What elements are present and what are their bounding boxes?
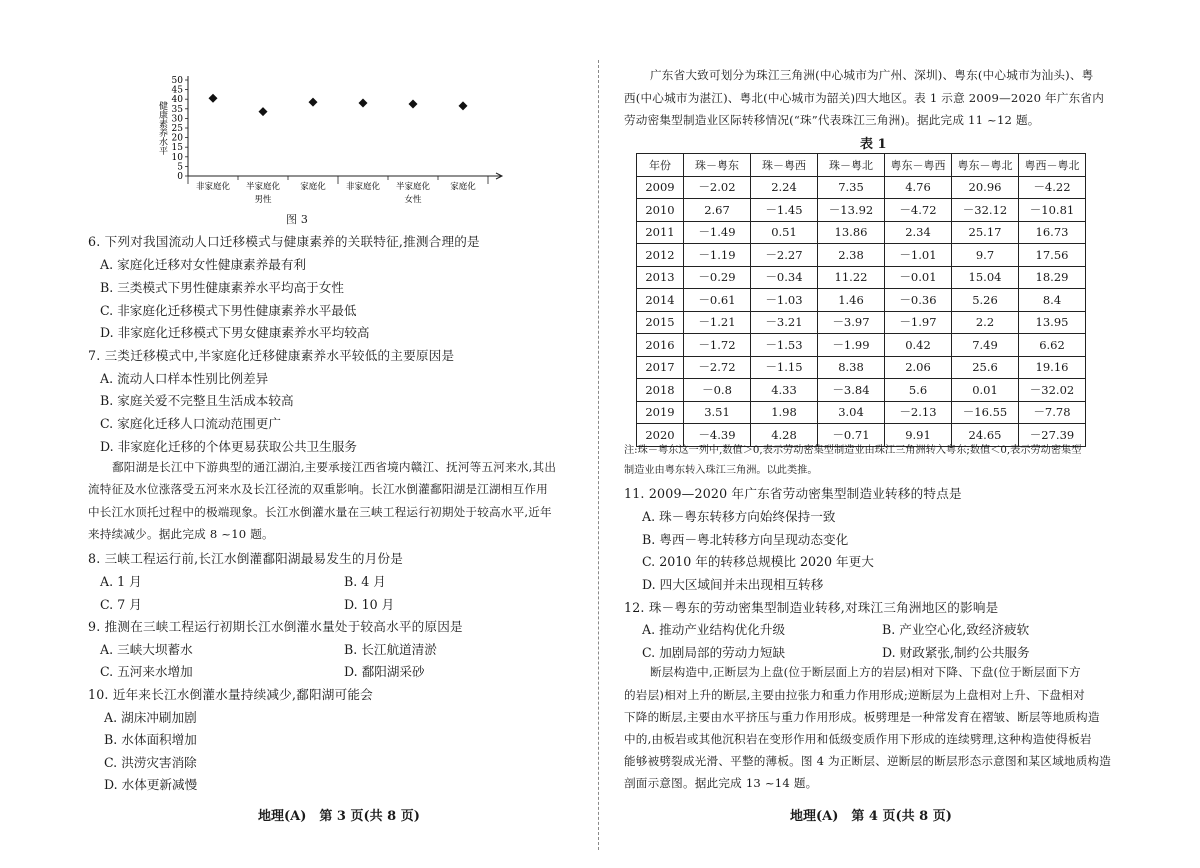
value-cell: 2.06 [885, 356, 952, 379]
value-cell: －1.97 [885, 311, 952, 334]
q8-option-a: A. 1 月 [100, 574, 142, 589]
year-cell: 2015 [637, 311, 684, 334]
intro-line: 广东省大致可划分为珠江三角洲(中心城市为广州、深圳)、粤东(中心城市为汕头)、粤 [650, 68, 1094, 82]
x-category-label: 非家庭化 [345, 182, 381, 192]
value-cell: －1.19 [684, 244, 751, 267]
x-group-label: 男性 [254, 195, 272, 205]
value-cell: 2.38 [818, 244, 885, 267]
table-row [637, 176, 1086, 199]
value-cell: 2.34 [885, 221, 952, 244]
value-cell: 3.04 [818, 401, 885, 424]
table-row [637, 221, 1086, 244]
q7-option-b: B. 家庭关爱不完整且生活成本较高 [100, 393, 294, 408]
y-axis-label: 健康素养水平 [157, 101, 167, 155]
q8-option-b: B. 4 月 [344, 574, 386, 589]
value-cell: －1.01 [885, 244, 952, 267]
passage-line: 中长江水顶托过程中的极端现象。长江水倒灌水量在三峡工程运行初期处于较高水平,近年 [88, 505, 552, 519]
year-cell: 2011 [637, 221, 684, 244]
value-cell: －0.01 [885, 266, 952, 289]
table-row [637, 334, 1086, 357]
table-header-cell: 粤东－粤西 [885, 154, 952, 177]
value-cell: －1.21 [684, 311, 751, 334]
table-row [637, 379, 1086, 402]
value-cell: 16.73 [1019, 221, 1086, 244]
value-cell: 6.62 [1019, 334, 1086, 357]
data-point [459, 101, 468, 110]
x-group-label: 女性 [404, 195, 422, 205]
q9-option-c: C. 五河来水增加 [100, 664, 193, 679]
table-1 [636, 153, 1086, 447]
value-cell: 8.38 [818, 356, 885, 379]
q8-stem: 8. 三峡工程运行前,长江水倒灌鄱阳湖最易发生的月份是 [88, 551, 404, 566]
value-cell: 4.33 [751, 379, 818, 402]
q12-option-c: C. 加剧局部的劳动力短缺 [642, 645, 786, 660]
year-cell: 2018 [637, 379, 684, 402]
value-cell: －3.21 [751, 311, 818, 334]
table-row [637, 401, 1086, 424]
figure-3-caption: 图 3 [286, 213, 309, 226]
q6-option-c: C. 非家庭化迁移模式下男性健康素养水平最低 [100, 303, 357, 318]
q9-option-b: B. 长江航道清淤 [344, 642, 437, 657]
value-cell: －4.39 [684, 424, 751, 447]
q6-option-b: B. 三类模式下男性健康素养水平均高于女性 [100, 280, 344, 295]
value-cell: 8.4 [1019, 289, 1086, 312]
x-category-label: 半家庭化 [245, 182, 281, 192]
value-cell: 19.16 [1019, 356, 1086, 379]
left-page [0, 0, 598, 868]
value-cell: 9.91 [885, 424, 952, 447]
value-cell: 11.22 [818, 266, 885, 289]
q10-option-b: B. 水体面积增加 [104, 732, 197, 747]
q12-option-a: A. 推动产业结构优化升级 [642, 622, 786, 637]
data-point [309, 98, 318, 107]
table-note: 制造业由粤东转入珠江三角洲。以此类推。 [624, 465, 818, 476]
value-cell: －0.29 [684, 266, 751, 289]
year-cell: 2010 [637, 199, 684, 222]
q7-option-a: A. 流动人口样本性别比例差异 [100, 371, 269, 386]
value-cell: 18.29 [1019, 266, 1086, 289]
value-cell: 1.98 [751, 401, 818, 424]
value-cell: －10.81 [1019, 199, 1086, 222]
data-point [359, 99, 368, 108]
data-point [259, 107, 268, 116]
year-cell: 2013 [637, 266, 684, 289]
passage2-line: 断层构造中,正断层为上盘(位于断层面上方的岩层)相对下降、下盘(位于断层面下方 [650, 665, 1081, 679]
x-category-label: 半家庭化 [395, 182, 431, 192]
q11-option-d: D. 四大区域间并未出现相互转移 [642, 577, 824, 592]
passage2-line: 剖面示意图。据此完成 13 ~14 题。 [624, 776, 818, 790]
passage2-line: 的岩层)相对上升的断层,主要由拉张力和重力作用形成;逆断层为上盘相对上升、下盘相对 [624, 688, 1085, 702]
passage-line: 流特征及水位涨落受五河来水及长江径流的双重影响。长江水倒灌鄱阳湖是江湖相互作用 [88, 482, 548, 496]
q6-stem: 6. 下列对我国流动人口迁移模式与健康素养的关联特征,推测合理的是 [88, 234, 480, 249]
value-cell: －0.34 [751, 266, 818, 289]
y-tick-label: 20 [171, 133, 183, 144]
q7-stem: 7. 三类迁移模式中,半家庭化迁移健康素养水平较低的主要原因是 [88, 348, 455, 363]
data-point [409, 100, 418, 109]
q10-option-c: C. 洪涝灾害消除 [104, 755, 197, 770]
year-cell: 2019 [637, 401, 684, 424]
value-cell: －1.72 [684, 334, 751, 357]
value-cell: 13.86 [818, 221, 885, 244]
year-cell: 2012 [637, 244, 684, 267]
value-cell: 13.95 [1019, 311, 1086, 334]
page-divider [598, 60, 599, 850]
value-cell: －2.02 [684, 176, 751, 199]
value-cell: －1.99 [818, 334, 885, 357]
year-cell: 2014 [637, 289, 684, 312]
value-cell: 24.65 [952, 424, 1019, 447]
table-row [637, 244, 1086, 267]
year-cell: 2017 [637, 356, 684, 379]
value-cell: 2.2 [952, 311, 1019, 334]
value-cell: 17.56 [1019, 244, 1086, 267]
q11-option-c: C. 2010 年的转移总规模比 2020 年更大 [642, 554, 874, 569]
value-cell: －4.72 [885, 199, 952, 222]
x-category-label: 非家庭化 [195, 182, 231, 192]
passage2-line: 中的,由板岩或其他沉积岩在变形作用和低级变质作用下形成的连续劈理,这种构造使得板岩 [624, 732, 1092, 746]
value-cell: －13.92 [818, 199, 885, 222]
value-cell: －16.55 [952, 401, 1019, 424]
y-tick-label: 10 [171, 152, 183, 163]
q9-stem: 9. 推测在三峡工程运行初期长江水倒灌水量处于较高水平的原因是 [88, 619, 463, 634]
value-cell: 4.28 [751, 424, 818, 447]
value-cell: 4.76 [885, 176, 952, 199]
value-cell: －1.45 [751, 199, 818, 222]
y-tick-label: 50 [171, 76, 183, 86]
value-cell: 7.49 [952, 334, 1019, 357]
year-cell: 2020 [637, 424, 684, 447]
figure-3-chart [150, 70, 510, 210]
y-tick-label: 5 [177, 162, 183, 173]
table-row [637, 289, 1086, 312]
table-header-cell: 珠－粤东 [684, 154, 751, 177]
value-cell: －3.84 [818, 379, 885, 402]
q9-option-a: A. 三峡大坝蓄水 [100, 642, 193, 657]
value-cell: 5.26 [952, 289, 1019, 312]
table-header-cell: 粤东－粤北 [952, 154, 1019, 177]
table-title: 表 1 [860, 137, 887, 152]
value-cell: 2.67 [684, 199, 751, 222]
x-category-label: 家庭化 [450, 182, 476, 192]
q9-option-d: D. 鄱阳湖采砂 [344, 664, 425, 679]
value-cell: 9.7 [952, 244, 1019, 267]
passage-line: 来持续减少。据此完成 8 ~10 题。 [88, 527, 274, 541]
value-cell: －0.36 [885, 289, 952, 312]
value-cell: －1.15 [751, 356, 818, 379]
q8-option-d: D. 10 月 [344, 597, 395, 612]
q6-option-d: D. 非家庭化迁移模式下男女健康素养水平均较高 [100, 325, 370, 340]
q10-option-a: A. 湖床冲刷加剧 [104, 710, 197, 725]
q12-option-b: B. 产业空心化,致经济疲软 [882, 622, 1030, 637]
y-tick-label: 0 [177, 172, 183, 182]
value-cell: －1.03 [751, 289, 818, 312]
table-row [637, 311, 1086, 334]
q10-option-d: D. 水体更新减慢 [104, 777, 198, 792]
value-cell: 0.42 [885, 334, 952, 357]
q11-option-b: B. 粤西－粤北转移方向呈现动态变化 [642, 532, 849, 547]
value-cell: －2.72 [684, 356, 751, 379]
table-header-cell: 珠－粤北 [818, 154, 885, 177]
value-cell: －1.53 [751, 334, 818, 357]
y-tick-label: 30 [171, 114, 183, 125]
q8-option-c: C. 7 月 [100, 597, 142, 612]
value-cell: －32.12 [952, 199, 1019, 222]
y-tick-label: 15 [171, 143, 183, 154]
value-cell: －0.8 [684, 379, 751, 402]
value-cell: －4.22 [1019, 176, 1086, 199]
value-cell: －1.49 [684, 221, 751, 244]
value-cell: 3.51 [684, 401, 751, 424]
y-tick-label: 25 [171, 124, 183, 134]
intro-line: 劳动密集型制造业区际转移情况(“珠”代表珠江三角洲)。据此完成 11 ~12 题。 [624, 113, 1040, 127]
table-header-cell: 粤西－粤北 [1019, 154, 1086, 177]
value-cell: 7.35 [818, 176, 885, 199]
x-category-label: 家庭化 [300, 182, 326, 192]
q11-option-a: A. 珠－粤东转移方向始终保持一致 [642, 509, 836, 524]
y-tick-label: 40 [171, 95, 183, 106]
table-row [637, 266, 1086, 289]
q6-option-a: A. 家庭化迁移对女性健康素养最有利 [100, 257, 307, 272]
page-footer: 地理(A) 第 4 页(共 8 页) [790, 809, 952, 824]
year-cell: 2009 [637, 176, 684, 199]
value-cell: 15.04 [952, 266, 1019, 289]
q10-stem: 10. 近年来长江水倒灌水量持续减少,鄱阳湖可能会 [88, 687, 373, 702]
value-cell: －2.27 [751, 244, 818, 267]
q12-stem: 12. 珠－粤东的劳动密集型制造业转移,对珠江三角洲地区的影响是 [624, 600, 999, 615]
value-cell: 20.96 [952, 176, 1019, 199]
value-cell: －0.71 [818, 424, 885, 447]
table-row [637, 356, 1086, 379]
page-footer: 地理(A) 第 3 页(共 8 页) [258, 809, 420, 824]
table-row [637, 199, 1086, 222]
q7-option-c: C. 家庭化迁移人口流动范围更广 [100, 416, 281, 431]
value-cell: 25.17 [952, 221, 1019, 244]
q7-option-d: D. 非家庭化迁移的个体更易获取公共卫生服务 [100, 439, 357, 454]
q12-option-d: D. 财政紧张,制约公共服务 [882, 645, 1030, 660]
q11-stem: 11. 2009—2020 年广东省劳动密集型制造业转移的特点是 [624, 486, 962, 501]
value-cell: 0.51 [751, 221, 818, 244]
value-cell: －27.39 [1019, 424, 1086, 447]
value-cell: 1.46 [818, 289, 885, 312]
table-header-cell: 珠－粤西 [751, 154, 818, 177]
y-tick-label: 35 [171, 104, 183, 115]
table-note: 注:珠－粤东这一列中,数值＞0,表示劳动密集型制造业由珠江三角洲转入粤东;数值＜0,表示劳动密集型 [624, 445, 1082, 456]
year-cell: 2016 [637, 334, 684, 357]
passage2-line: 下降的断层,主要由水平挤压与重力作用形成。板劈理是一种常发育在褶皱、断层等地质构造 [624, 710, 1100, 724]
value-cell: －2.13 [885, 401, 952, 424]
value-cell: －3.97 [818, 311, 885, 334]
value-cell: 5.6 [885, 379, 952, 402]
passage2-line: 能够被劈裂成光滑、平整的薄板。图 4 为正断层、逆断层的断层形态示意图和某区域地质构造 [624, 754, 1112, 768]
table-header-cell: 年份 [637, 154, 684, 177]
y-tick-label: 45 [171, 85, 183, 96]
value-cell: 0.01 [952, 379, 1019, 402]
intro-line: 西(中心城市为湛江)、粤北(中心城市为韶关)四大地区。表 1 示意 2009—2020 年广东省内 [624, 91, 1105, 105]
data-point [209, 94, 218, 103]
passage-line: 鄱阳湖是长江中下游典型的通江湖泊,主要承接江西省境内赣江、抚河等五河来水,其出 [112, 460, 557, 474]
value-cell: －32.02 [1019, 379, 1086, 402]
value-cell: －0.61 [684, 289, 751, 312]
value-cell: 2.24 [751, 176, 818, 199]
table-header-row [637, 154, 1086, 177]
value-cell: －7.78 [1019, 401, 1086, 424]
value-cell: 25.6 [952, 356, 1019, 379]
